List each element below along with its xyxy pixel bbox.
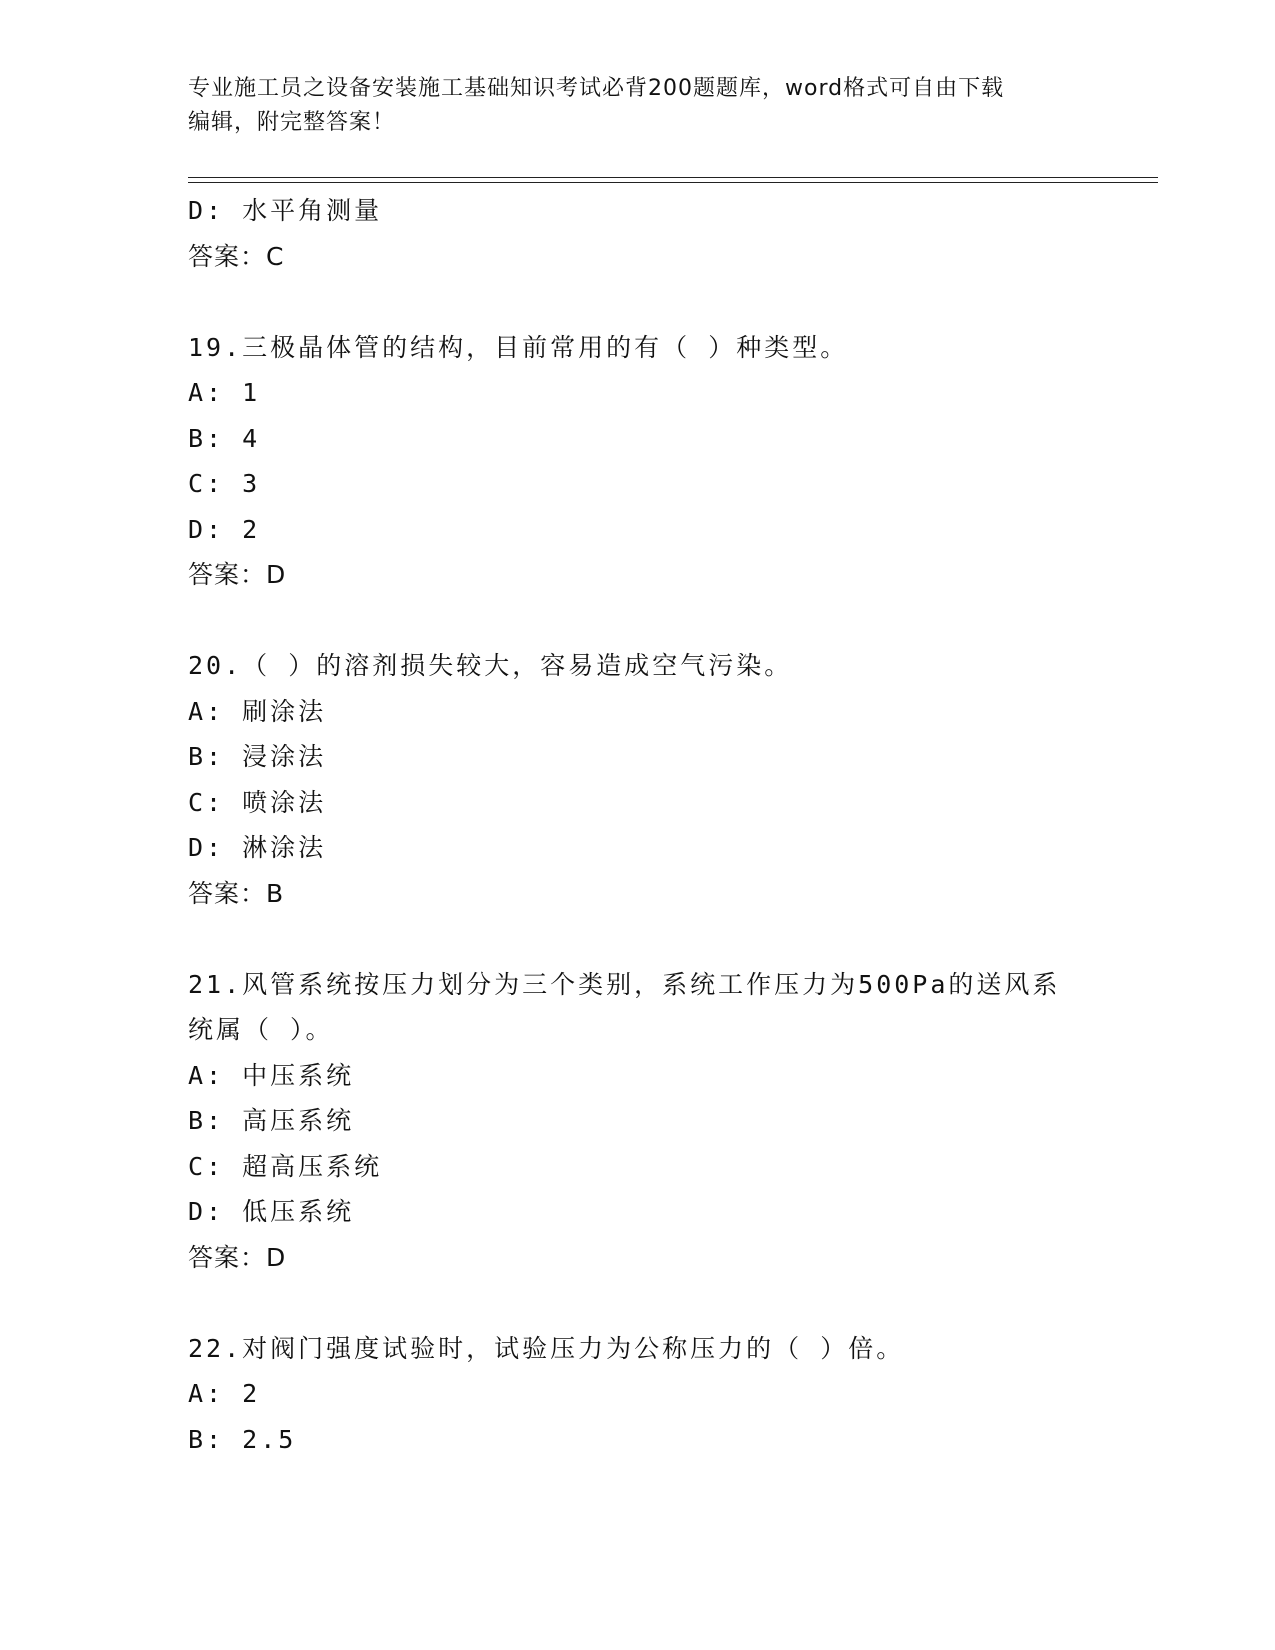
spacer bbox=[188, 917, 1148, 962]
answer-line: 答案：B bbox=[188, 878, 285, 908]
option-d: D: 淋涂法 bbox=[188, 833, 327, 862]
option-d: D: 低压系统 bbox=[188, 1197, 355, 1226]
option-b: B: 高压系统 bbox=[188, 1106, 355, 1135]
question-block-19 bbox=[188, 325, 1148, 599]
question-block-20 bbox=[188, 643, 1148, 917]
header-divider-top bbox=[188, 177, 1158, 178]
spacer bbox=[188, 280, 1148, 325]
header-title-line1: 专业施工员之设备安装施工基础知识考试必背200题题库，word格式可自由下载 bbox=[188, 76, 1005, 101]
header-title-line2: 编辑，附完整答案！ bbox=[188, 110, 396, 135]
answer-line: 答案：C bbox=[188, 241, 285, 271]
answer-line: 答案：D bbox=[188, 560, 287, 589]
option-c: C: 喷涂法 bbox=[188, 787, 327, 817]
spacer bbox=[188, 1281, 1148, 1326]
option-c: C: 超高压系统 bbox=[188, 1151, 383, 1181]
option-b: B: 2.5 bbox=[188, 1424, 297, 1454]
option-b: B: 4 bbox=[188, 423, 261, 453]
option-b: B: 浸涂法 bbox=[188, 742, 327, 771]
answer-line: 答案：D bbox=[188, 1242, 287, 1272]
option-a: A: 2 bbox=[188, 1379, 261, 1408]
question-text: 20.（ ）的溶剂损失较大，容易造成空气污染。 bbox=[188, 651, 793, 680]
option-d: D: 水平角测量 bbox=[188, 196, 383, 225]
question-text: 19.三极晶体管的结构，目前常用的有（ ）种类型。 bbox=[188, 332, 849, 362]
option-a: A: 刷涂法 bbox=[188, 696, 327, 726]
question-text-line1: 21.风管系统按压力划分为三个类别，系统工作压力为500Pa的送风系 bbox=[188, 969, 1061, 999]
question-block-18 bbox=[188, 188, 1148, 280]
option-c: C: 3 bbox=[188, 469, 261, 498]
question-block-21 bbox=[188, 962, 1148, 1281]
question-block-22 bbox=[188, 1326, 1148, 1463]
option-a: A: 中压系统 bbox=[188, 1060, 355, 1090]
option-a: A: 1 bbox=[188, 378, 261, 407]
option-d: D: 2 bbox=[188, 514, 261, 544]
document-header bbox=[188, 72, 1088, 140]
question-text: 22.对阀门强度试验时，试验压力为公称压力的（ ）倍。 bbox=[188, 1333, 905, 1363]
question-list bbox=[188, 188, 1148, 1462]
spacer bbox=[188, 598, 1148, 643]
question-text-line2: 统属（ ）。 bbox=[188, 1015, 334, 1044]
header-divider-bottom bbox=[188, 182, 1158, 183]
